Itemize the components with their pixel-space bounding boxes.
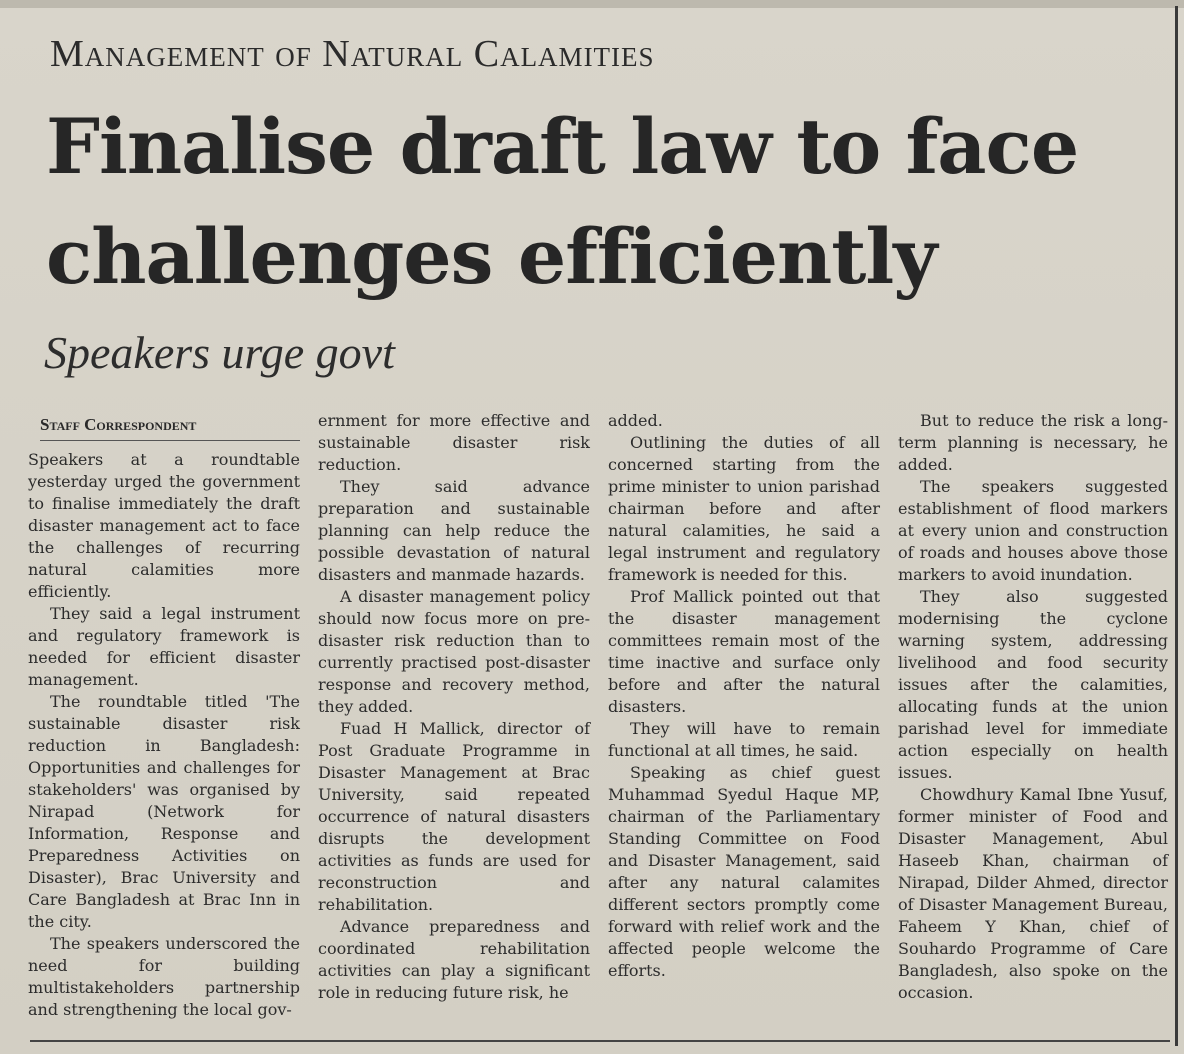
subheadline: Speakers urge govt <box>44 327 395 378</box>
byline: Staff Correspondent <box>40 414 300 441</box>
paragraph: They said advance preparation and sustainable planning can help reduce the possible devastation of natural disasters and manmade hazards. <box>318 477 590 584</box>
paragraph: Fuad H Mallick, director of Post Graduate Programme in Disaster Management at Brac University, said repeated occurrence of natural disasters disrupts the development activities as funds are used for reconstruction and rehabilitation. <box>318 719 590 914</box>
article-column-4 <box>898 410 1168 1004</box>
paragraph: Chowdhury Kamal Ibne Yusuf, former minister of Food and Disaster Management, Abul Haseeb Khan, chairman of Nirapad, Dilder Ahmed, director of Disaster Management Bureau, Faheem Y Khan, chief of Souhardo Programme of Care Bangladesh, also spoke on the occasion. <box>898 785 1168 1002</box>
paragraph: ernment for more effective and sustainable disaster risk reduction. <box>318 411 590 474</box>
paragraph: Speakers at a roundtable yesterday urged the government to finalise immediately the draft disaster management act to face the challenges of recurring natural calamities more efficiently. <box>28 450 300 601</box>
paragraph: A disaster management policy should now focus more on pre-disaster risk reduction than to currently practised post-disaster response and recovery method, they added. <box>318 587 590 716</box>
headline: Finalise draft law to face challenges efficiently <box>46 102 1079 301</box>
top-edge <box>0 0 1184 8</box>
paragraph: Advance preparedness and coordinated rehabilitation activities can play a significant role in reducing future risk, he <box>318 917 590 1002</box>
paragraph: The speakers underscored the need for building multistakeholders partnership and strengthening the local gov- <box>28 934 300 1019</box>
paragraph: They said a legal instrument and regulatory framework is needed for efficient disaster management. <box>28 604 300 689</box>
paragraph: But to reduce the risk a long-term planning is necessary, he added. <box>898 411 1168 474</box>
article-column-2 <box>318 410 590 1004</box>
paragraph: Prof Mallick pointed out that the disaster management committees remain most of the time inactive and surface only before and after the natural disasters. <box>608 587 880 716</box>
article-column-1 <box>28 410 300 1021</box>
paragraph: They will have to remain functional at all times, he said. <box>608 719 880 760</box>
article-column-3 <box>608 410 880 982</box>
paragraph: The roundtable titled 'The sustainable disaster risk reduction in Bangladesh: Opportunities and challenges for stakeholders' was organised by Nirapad (Network for Information, Response and Preparedness Activities on Disaster), Brac University and Care Bangladesh at Brac Inn in the city. <box>28 692 300 931</box>
section-kicker: Management of Natural Calamities <box>50 33 655 75</box>
bottom-rule <box>30 1040 1170 1042</box>
paragraph: Outlining the duties of all concerned starting from the prime minister to union parishad chairman before and after natural calamities, he said a legal instrument and regulatory framework is needed for this. <box>608 433 880 584</box>
paragraph: Speaking as chief guest Muhammad Syedul Haque MP, chairman of the Parliamentary Standing Committee on Food and Disaster Management, said after any natural calamites different sectors promptly come forward with relief work and the affected people welcome the efforts. <box>608 763 880 980</box>
paragraph: They also suggested modernising the cyclone warning system, addressing livelihood and food security issues after the calamities, allocating funds at the union parishad level for immediate action especially on health issues. <box>898 587 1168 782</box>
paragraph: added. <box>608 411 663 430</box>
paragraph: The speakers suggested establishment of flood markers at every union and construction of roads and houses above those markers to avoid inundation. <box>898 477 1168 584</box>
